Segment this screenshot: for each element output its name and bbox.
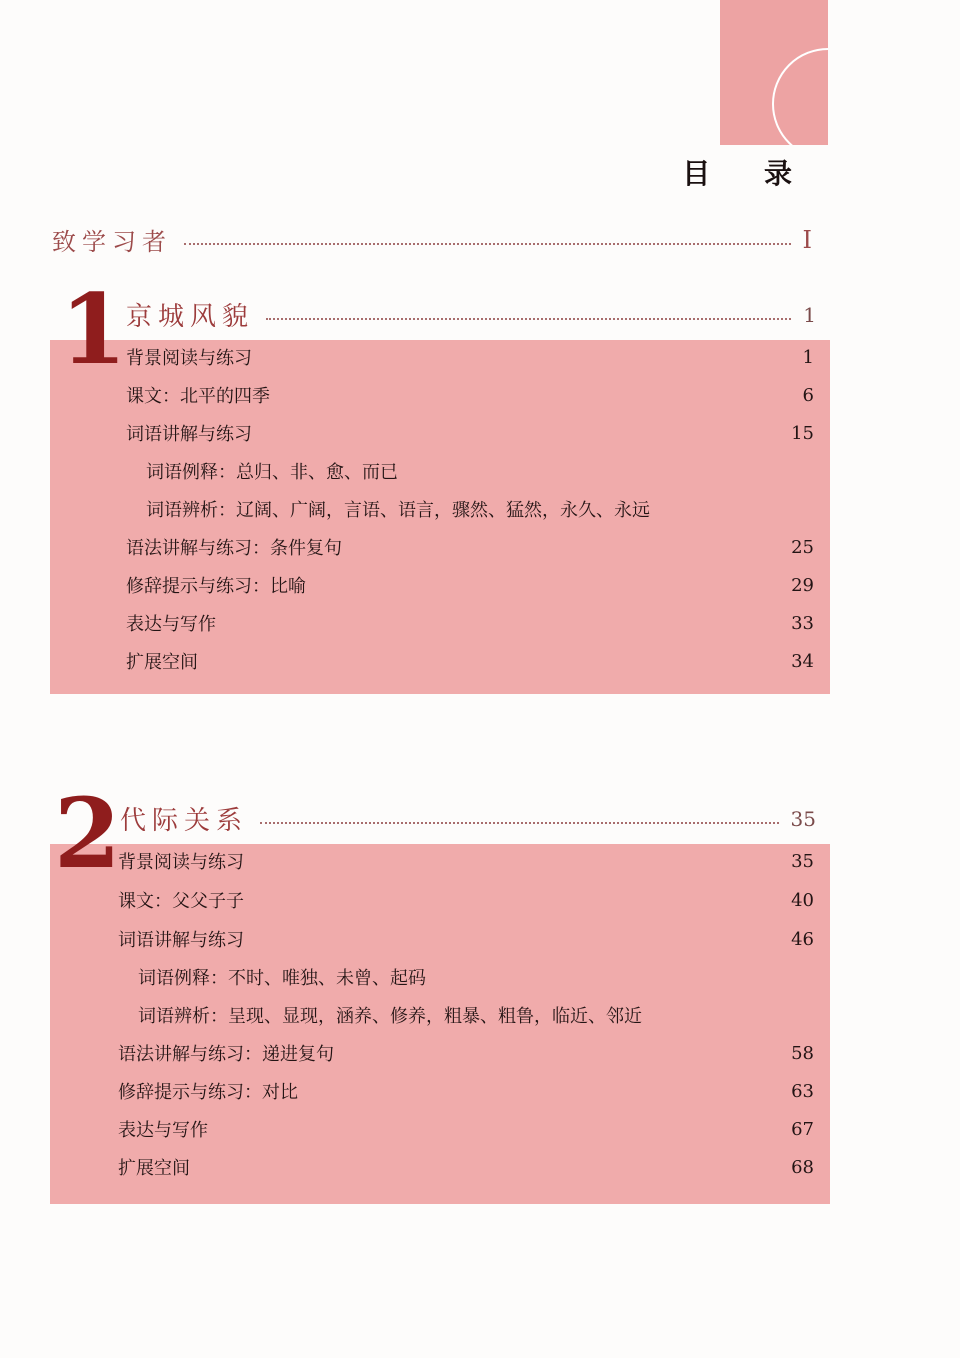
toc-item-page: 33 [791,612,814,634]
page-title: 目 录 [682,157,814,190]
toc-item[interactable] [126,646,814,676]
toc-item-label: 背景阅读与练习 [126,348,252,369]
toc-item-label: 语法讲解与练习：递进复句 [118,1044,334,1065]
circle-decoration [772,48,828,145]
toc-item-page: 63 [791,1080,814,1102]
toc-item-label: 表达与写作 [118,1120,208,1141]
toc-item[interactable] [126,608,814,638]
toc-subitem[interactable] [146,456,834,486]
toc-item-label: 词语辨析：呈现、显现，涵养、修养，粗暴、粗鲁，临近、邻近 [138,1006,642,1027]
toc-item-page: 58 [791,1042,814,1064]
corner-tab-decoration [720,0,828,145]
toc-item-page: 67 [791,1118,814,1140]
chapter-number: 1 [60,273,127,386]
chapter-heading[interactable] [126,296,816,333]
intro-title: 致学习者 [52,228,172,256]
toc-subitem[interactable] [138,962,834,992]
toc-item-page: 68 [791,1156,814,1178]
dot-leader [184,243,791,245]
toc-item[interactable] [126,342,814,372]
toc-item-page: 1 [802,346,814,368]
toc-item-page: 29 [791,574,814,596]
toc-item[interactable] [118,924,814,954]
chapter-title: 京城风貌 [126,302,255,332]
toc-item[interactable] [118,1038,814,1068]
toc-item-label: 词语例释：不时、唯独、未曾、起码 [138,968,426,989]
chapter-number: 2 [54,777,121,890]
toc-item-label: 词语辨析：辽阔、广阔，言语、语言，骤然、猛然，永久、永远 [146,500,650,521]
toc-item[interactable] [126,418,814,448]
toc-item-label: 词语讲解与练习 [118,930,244,951]
toc-item-label: 语法讲解与练习：条件复句 [126,538,342,559]
toc-item-label: 词语例释：总归、非、愈、而已 [146,462,398,483]
chapter-page: 35 [790,806,816,831]
intro-page: I [802,225,812,254]
toc-entry-intro[interactable] [52,222,812,257]
chapter-page: 1 [803,302,816,327]
toc-subitem[interactable] [146,494,834,524]
chapter-heading[interactable] [120,800,816,837]
toc-item-label: 背景阅读与练习 [118,852,244,873]
toc-item-page: 15 [791,422,814,444]
toc-item-page: 35 [791,850,814,872]
toc-item[interactable] [126,380,814,410]
dot-leader [266,318,791,320]
toc-item-label: 扩展空间 [126,652,198,673]
toc-subitem[interactable] [138,1000,834,1030]
toc-item-page: 40 [791,889,814,911]
chapter-title: 代际关系 [120,806,249,836]
toc-item[interactable] [118,885,814,915]
toc-item-page: 46 [791,928,814,950]
toc-item[interactable] [126,532,814,562]
toc-item[interactable] [118,1114,814,1144]
toc-item-page: 6 [802,384,814,406]
toc-item-label: 修辞提示与练习：对比 [118,1082,298,1103]
toc-item[interactable] [126,570,814,600]
toc-item-label: 表达与写作 [126,614,216,635]
toc-item[interactable] [118,846,814,876]
toc-item[interactable] [118,1152,814,1182]
toc-item-label: 词语讲解与练习 [126,424,252,445]
toc-item-label: 扩展空间 [118,1158,190,1179]
toc-item-page: 25 [791,536,814,558]
toc-item[interactable] [118,1076,814,1106]
toc-item-label: 修辞提示与练习：比喻 [126,576,306,597]
dot-leader [260,822,779,824]
toc-item-label: 课文：北平的四季 [126,386,270,407]
toc-item-page: 34 [791,650,814,672]
toc-item-label: 课文：父父子子 [118,891,244,912]
